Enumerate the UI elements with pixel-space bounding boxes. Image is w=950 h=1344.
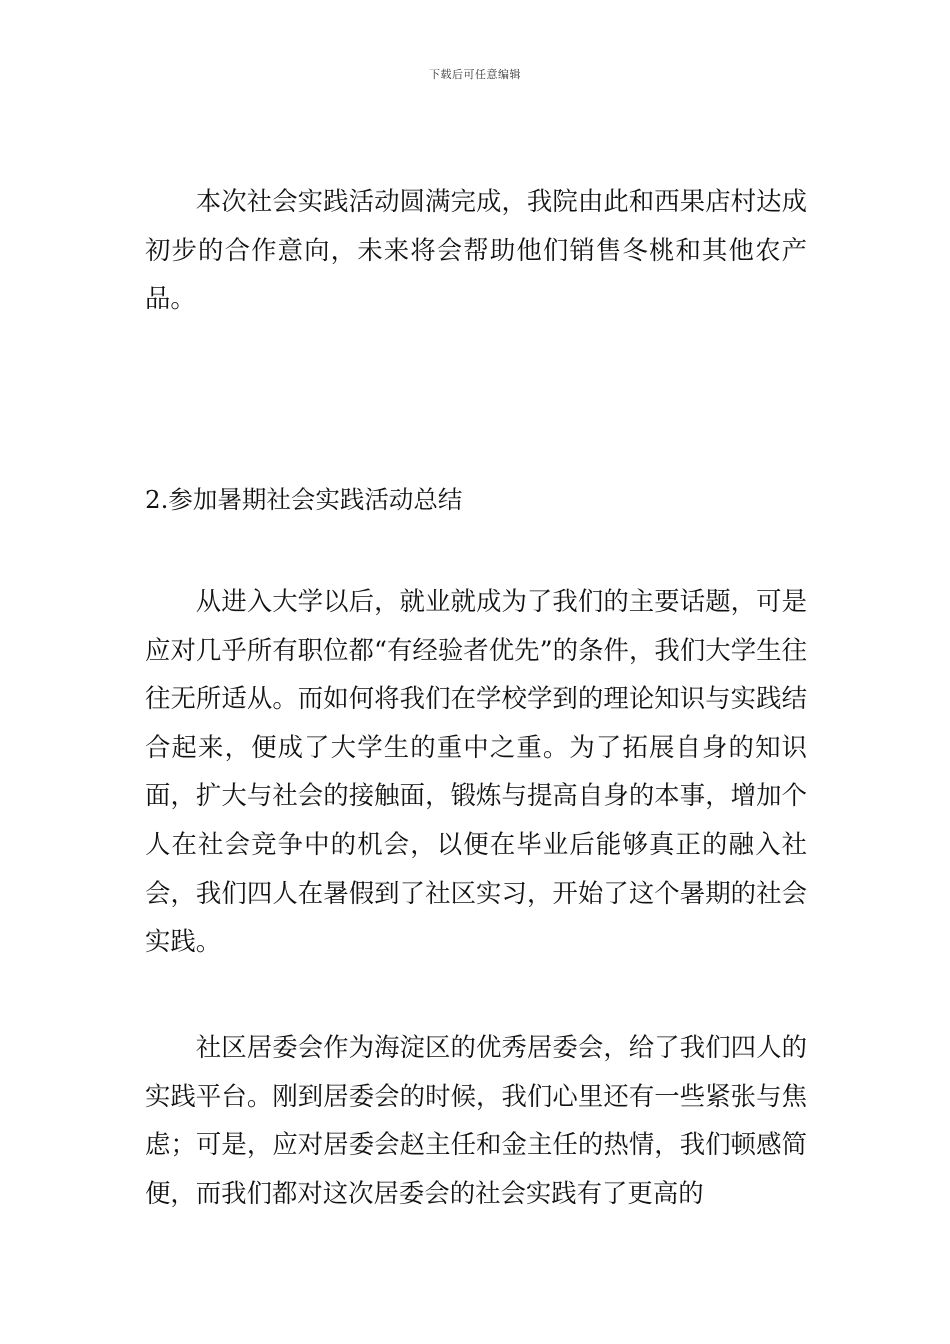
paragraph-conclusion: 本次社会实践活动圆满完成，我院由此和西果店村达成初步的合作意向，未来将会帮助他们销售冬桃和其他农产品。 (145, 186, 807, 314)
paragraph-intro: 从进入大学以后，就业就成为了我们的主要话题，可是应对几乎所有职位都“有经验者优先”的条件，我们大学生往往无所适从。而如何将我们在学校学到的理论知识与实践结合起来，便成了大学生的重中之重。为了拓展自身的知识面，扩大与社会的接触面，锻炼与提高自身的本事，增加个人在社会竞争中的机会，以便在毕业后能够真正的融入社会，我们四人在暑假到了社区实习，开始了这个暑期的社会实践。 (145, 586, 807, 957)
section-heading: 2.参加暑期社会实践活动总结 (145, 485, 463, 514)
paragraph-community: 社区居委会作为海淀区的优秀居委会，给了我们四人的实践平台。刚到居委会的时候，我们心里还有一些紧张与焦虑；可是，应对居委会赵主任和金主任的热情，我们顿感简便，而我们都对这次居委会的社会实践有了更高的 (145, 1032, 807, 1208)
header-note: 下载后可任意编辑 (429, 68, 521, 81)
